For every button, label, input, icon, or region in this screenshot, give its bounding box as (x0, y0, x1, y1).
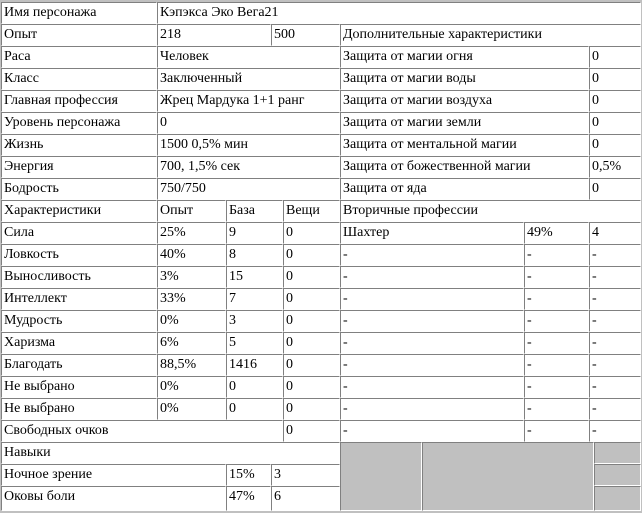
secondary-profession-name: - (340, 332, 524, 354)
empty-cell (594, 464, 641, 486)
secondary-profession-percent: - (524, 244, 589, 266)
free-points-value: 0 (283, 420, 340, 442)
secondary-profession-level: - (589, 332, 641, 354)
stat-items: 0 (283, 332, 340, 354)
secondary-profession-name: - (340, 244, 524, 266)
free-points-label: Свободных очков (1, 420, 283, 442)
defense-label: Защита от магии земли (340, 112, 589, 134)
stat-base: 7 (226, 288, 283, 310)
defense-label: Защита от магии воды (340, 68, 589, 90)
stat-exp: 3% (157, 266, 226, 288)
stat-name: Не выбрано (1, 398, 157, 420)
secondary-profession-name: Шахтер (340, 222, 524, 244)
secondary-profession-level: 4 (589, 222, 641, 244)
defense-label: Защита от божественной магии (340, 156, 589, 178)
skill-percent: 15% (226, 464, 271, 486)
stat-exp: 0% (157, 398, 226, 420)
base-attr-value: Человек (157, 46, 340, 68)
defense-label: Защита от магии воздуха (340, 90, 589, 112)
stat-exp: 6% (157, 332, 226, 354)
skill-name: Оковы боли (1, 486, 226, 511)
stat-base: 1416 (226, 354, 283, 376)
defense-label: Защита от магии огня (340, 46, 589, 68)
secondary-profession-percent: - (524, 310, 589, 332)
base-attr-label: Бодрость (1, 178, 157, 200)
stats-header-exp: Опыт (157, 200, 226, 222)
stat-name: Выносливость (1, 266, 157, 288)
empty-cell (422, 442, 594, 511)
stat-items: 0 (283, 288, 340, 310)
stat-name: Интеллект (1, 288, 157, 310)
defense-label: Защита от ментальной магии (340, 134, 589, 156)
stats-header-base: База (226, 200, 283, 222)
stat-base: 9 (226, 222, 283, 244)
base-attr-label: Класс (1, 68, 157, 90)
stat-name: Харизма (1, 332, 157, 354)
defense-value: 0 (589, 90, 641, 112)
stat-exp: 0% (157, 376, 226, 398)
secondary-profession-level: - (589, 376, 641, 398)
secondary-profession-percent: - (524, 266, 589, 288)
skill-level: 6 (271, 486, 340, 511)
defense-value: 0 (589, 112, 641, 134)
stat-base: 15 (226, 266, 283, 288)
base-attr-value: Заключенный (157, 68, 340, 90)
skill-name: Ночное зрение (1, 464, 226, 486)
base-attr-label: Жизнь (1, 134, 157, 156)
base-attr-label: Уровень персонажа (1, 112, 157, 134)
defense-value: 0,5% (589, 156, 641, 178)
secondary-profession-level: - (589, 354, 641, 376)
stat-items: 0 (283, 376, 340, 398)
stat-name: Не выбрано (1, 376, 157, 398)
secondary-profession-name: - (340, 420, 524, 442)
stat-base: 8 (226, 244, 283, 266)
secondary-profession-level: - (589, 288, 641, 310)
secondary-profession-percent: - (524, 354, 589, 376)
base-attr-value: 700, 1,5% сек (157, 156, 340, 178)
secondary-profession-percent: 49% (524, 222, 589, 244)
secondary-profession-name: - (340, 354, 524, 376)
character-name-value: Кэпэкса Эко Вега21 (157, 2, 641, 24)
defense-label: Защита от яда (340, 178, 589, 200)
secondary-profession-percent: - (524, 420, 589, 442)
stat-items: 0 (283, 266, 340, 288)
stat-exp: 0% (157, 310, 226, 332)
stat-exp: 40% (157, 244, 226, 266)
stat-name: Мудрость (1, 310, 157, 332)
base-attr-value: 750/750 (157, 178, 340, 200)
skills-header: Навыки (1, 442, 340, 464)
stats-header-name: Характеристики (1, 200, 157, 222)
experience-next: 500 (271, 24, 340, 46)
secondary-profession-name: - (340, 310, 524, 332)
skill-level: 3 (271, 464, 340, 486)
stat-exp: 25% (157, 222, 226, 244)
stat-items: 0 (283, 222, 340, 244)
base-attr-label: Главная профессия (1, 90, 157, 112)
base-attr-label: Энергия (1, 156, 157, 178)
secondary-profession-level: - (589, 420, 641, 442)
stat-name: Сила (1, 222, 157, 244)
secondary-profession-level: - (589, 310, 641, 332)
empty-cell (340, 442, 422, 511)
stat-exp: 88,5% (157, 354, 226, 376)
defense-value: 0 (589, 178, 641, 200)
empty-cell (594, 486, 641, 511)
stat-exp: 33% (157, 288, 226, 310)
empty-cell (594, 442, 641, 464)
stat-items: 0 (283, 244, 340, 266)
secondary-profession-level: - (589, 244, 641, 266)
stat-name: Благодать (1, 354, 157, 376)
defense-value: 0 (589, 46, 641, 68)
stats-header-items: Вещи (283, 200, 340, 222)
secondary-profession-percent: - (524, 288, 589, 310)
stat-base: 0 (226, 376, 283, 398)
base-attr-label: Раса (1, 46, 157, 68)
defense-value: 0 (589, 134, 641, 156)
secondary-profession-name: - (340, 376, 524, 398)
stat-base: 5 (226, 332, 283, 354)
stat-items: 0 (283, 310, 340, 332)
secondary-profession-name: - (340, 398, 524, 420)
secondary-profession-name: - (340, 266, 524, 288)
secondary-profession-percent: - (524, 398, 589, 420)
extra-characteristics-header: Дополнительные характеристики (340, 24, 641, 46)
defense-value: 0 (589, 68, 641, 90)
secondary-profession-level: - (589, 398, 641, 420)
stat-base: 0 (226, 398, 283, 420)
secondary-professions-header: Вторичные профессии (340, 200, 641, 222)
secondary-profession-level: - (589, 266, 641, 288)
secondary-profession-percent: - (524, 376, 589, 398)
stat-name: Ловкость (1, 244, 157, 266)
character-name-label: Имя персонажа (1, 2, 157, 24)
experience-label: Опыт (1, 24, 157, 46)
skill-percent: 47% (226, 486, 271, 511)
experience-current: 218 (157, 24, 271, 46)
base-attr-value: Жрец Мардука 1+1 ранг (157, 90, 340, 112)
secondary-profession-name: - (340, 288, 524, 310)
stat-base: 3 (226, 310, 283, 332)
stat-items: 0 (283, 354, 340, 376)
secondary-profession-percent: - (524, 332, 589, 354)
base-attr-value: 0 (157, 112, 340, 134)
stat-items: 0 (283, 398, 340, 420)
base-attr-value: 1500 0,5% мин (157, 134, 340, 156)
